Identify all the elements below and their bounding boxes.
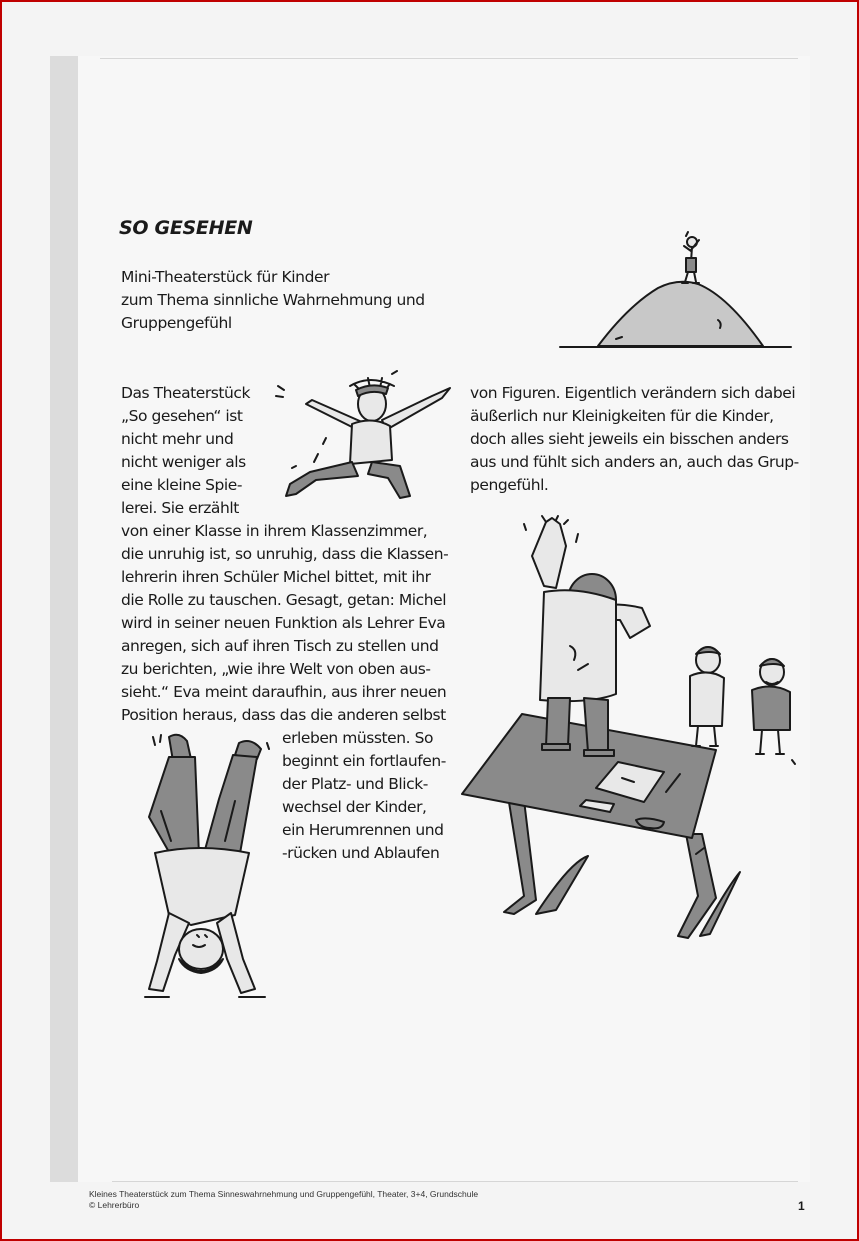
running-child-illustration: [272, 368, 454, 513]
body-text-block: [121, 382, 250, 520]
subtitle: [121, 266, 451, 335]
text-line: Position heraus, dass das die anderen selbst: [121, 706, 446, 724]
text-line: äußerlich nur Kleinigkeiten für die Kinder,: [470, 407, 774, 425]
text-line: Das Theaterstück: [121, 384, 251, 402]
body-text-block: [121, 520, 448, 727]
subtitle-line: Mini-Theaterstück für Kinder: [121, 268, 330, 286]
text-line: eine kleine Spie-: [121, 476, 243, 494]
body-text-block-right: [470, 382, 799, 497]
left-margin-bar: [50, 56, 78, 1182]
text-line: nicht mehr und: [121, 430, 234, 448]
text-line: zu berichten, „wie ihre Welt von oben aus-: [121, 660, 431, 678]
bottom-rule: [112, 1181, 798, 1182]
handstand-child-illustration: [139, 727, 273, 1013]
text-line: „So gesehen“ ist: [121, 407, 243, 425]
page-number: 1: [798, 1199, 805, 1213]
document-title: SO GESEHEN: [119, 217, 253, 239]
text-line: wird in seiner neuen Funktion als Lehrer Eva: [121, 614, 446, 632]
text-line: anregen, sich auf ihren Tisch zu stellen und: [121, 637, 439, 655]
child-on-hill-illustration: [558, 228, 793, 350]
text-line: lehrerin ihren Schüler Michel bittet, mit ihr: [121, 568, 431, 586]
text-line: aus und fühlt sich anders an, auch das Grup-: [470, 453, 799, 471]
text-line: die Rolle zu tauschen. Gesagt, getan: Michel: [121, 591, 447, 609]
page-footer: [89, 1189, 478, 1211]
text-line: der Platz- und Blick-: [282, 775, 428, 793]
subtitle-line: Gruppengefühl: [121, 314, 232, 332]
text-line: doch alles sieht jeweils ein bisschen anders: [470, 430, 789, 448]
text-line: sieht.“ Eva meint daraufhin, aus ihrer neuen: [121, 683, 447, 701]
text-line: beginnt ein fortlaufen-: [282, 752, 446, 770]
text-line: von Figuren. Eigentlich verändern sich dabei: [470, 384, 796, 402]
body-text-block: [282, 727, 446, 865]
text-line: von einer Klasse in ihrem Klassenzimmer,: [121, 522, 428, 540]
text-line: pengefühl.: [470, 476, 549, 494]
top-rule: [100, 58, 798, 59]
text-line: -rücken und Ablaufen: [282, 844, 440, 862]
text-line: nicht weniger als: [121, 453, 246, 471]
subtitle-line: zum Thema sinnliche Wahrnehmung und: [121, 291, 425, 309]
text-line: die unruhig ist, so unruhig, dass die Klassen-: [121, 545, 449, 563]
footer-line: Kleines Theaterstück zum Thema Sinneswahrnehmung und Gruppengefühl, Theater, 3+4, Grundschule: [89, 1189, 479, 1199]
text-line: erleben müssten. So: [282, 729, 434, 747]
text-line: lerei. Sie erzählt: [121, 499, 239, 517]
child-on-table-illustration: [460, 516, 805, 946]
text-line: wechsel der Kinder,: [282, 798, 427, 816]
footer-copyright: © Lehrerbüro: [89, 1200, 140, 1210]
text-line: ein Herumrennen und: [282, 821, 444, 839]
